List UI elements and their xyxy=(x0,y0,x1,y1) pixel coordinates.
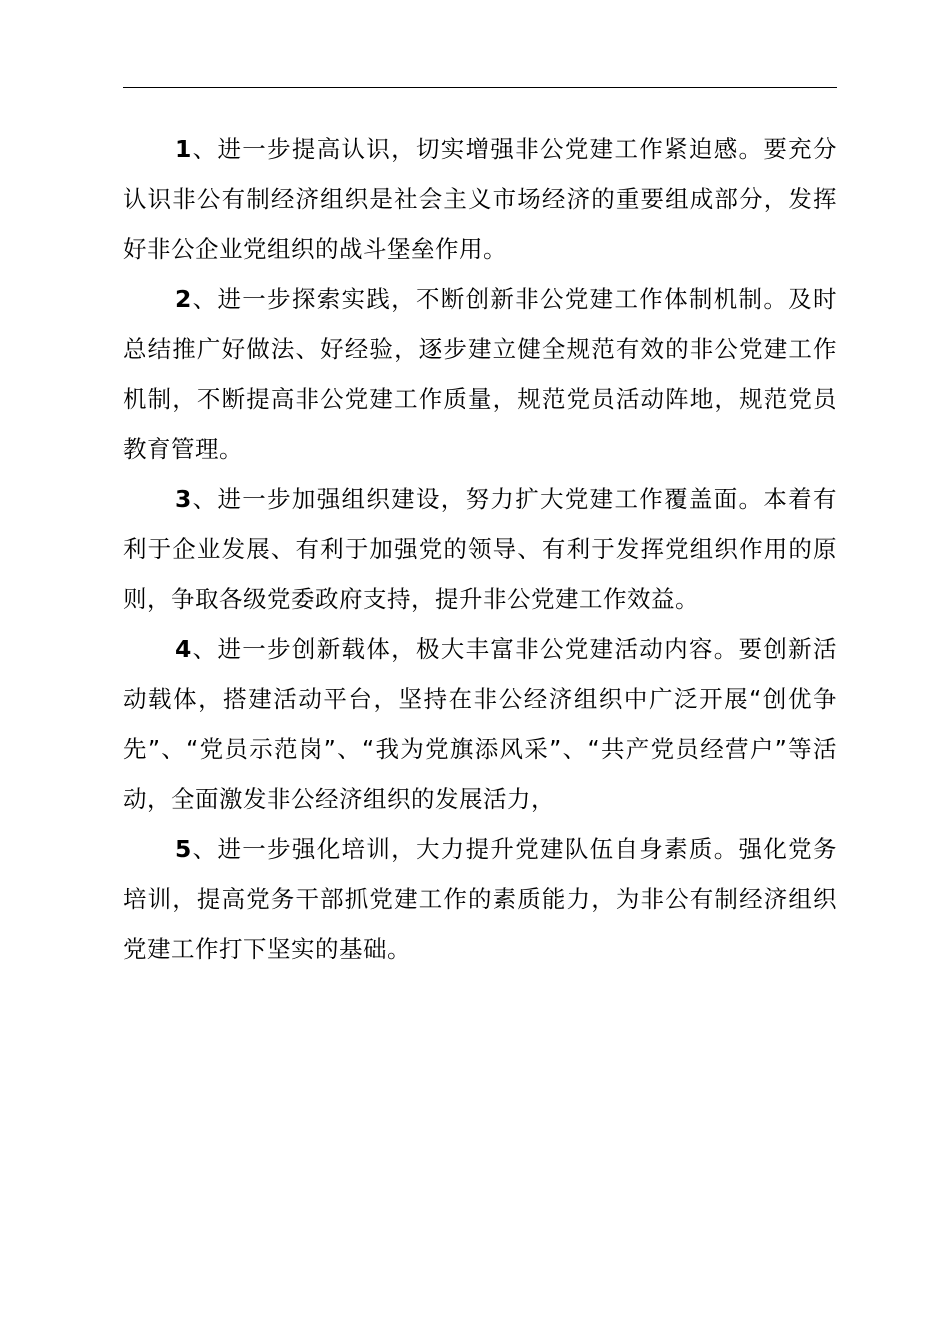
document-body xyxy=(123,124,837,974)
paragraph-text: 、进一步强化培训，大力提升党建队伍自身素质。强化党务培训，提高党务干部抓党建工作的素质能力，为非公有制经济组织党建工作打下坚实的基础。 xyxy=(123,835,837,963)
paragraph-number: 2 xyxy=(175,285,192,313)
paragraph-5 xyxy=(123,824,837,974)
paragraph-number: 5 xyxy=(175,835,192,863)
paragraph-number: 4 xyxy=(175,635,192,663)
paragraph-4 xyxy=(123,624,837,824)
paragraph-text: 、进一步探索实践，不断创新非公党建工作体制机制。及时总结推广好做法、好经验，逐步建立健全规范有效的非公党建工作机制，不断提高非公党建工作质量，规范党员活动阵地，规范党员教育管理。 xyxy=(123,285,837,463)
paragraph-3 xyxy=(123,474,837,624)
header-rule xyxy=(123,87,837,88)
paragraph-1 xyxy=(123,124,837,274)
paragraph-text: 、进一步加强组织建设，努力扩大党建工作覆盖面。本着有利于企业发展、有利于加强党的领导、有利于发挥党组织作用的原则，争取各级党委政府支持，提升非公党建工作效益。 xyxy=(123,485,837,613)
paragraph-number: 3 xyxy=(175,485,192,513)
paragraph-2 xyxy=(123,274,837,474)
paragraph-number: 1 xyxy=(175,135,192,163)
paragraph-text: 、进一步提高认识，切实增强非公党建工作紧迫感。要充分认识非公有制经济组织是社会主义市场经济的重要组成部分，发挥好非公企业党组织的战斗堡垒作用。 xyxy=(123,135,837,263)
paragraph-text: 、进一步创新载体，极大丰富非公党建活动内容。要创新活动载体，搭建活动平台，坚持在非公经济组织中广泛开展“创优争先”、“党员示范岗”、“我为党旗添风采”、“共产党员经营户”等活动，全面激发非公经济组织的发展活力， xyxy=(123,635,837,813)
